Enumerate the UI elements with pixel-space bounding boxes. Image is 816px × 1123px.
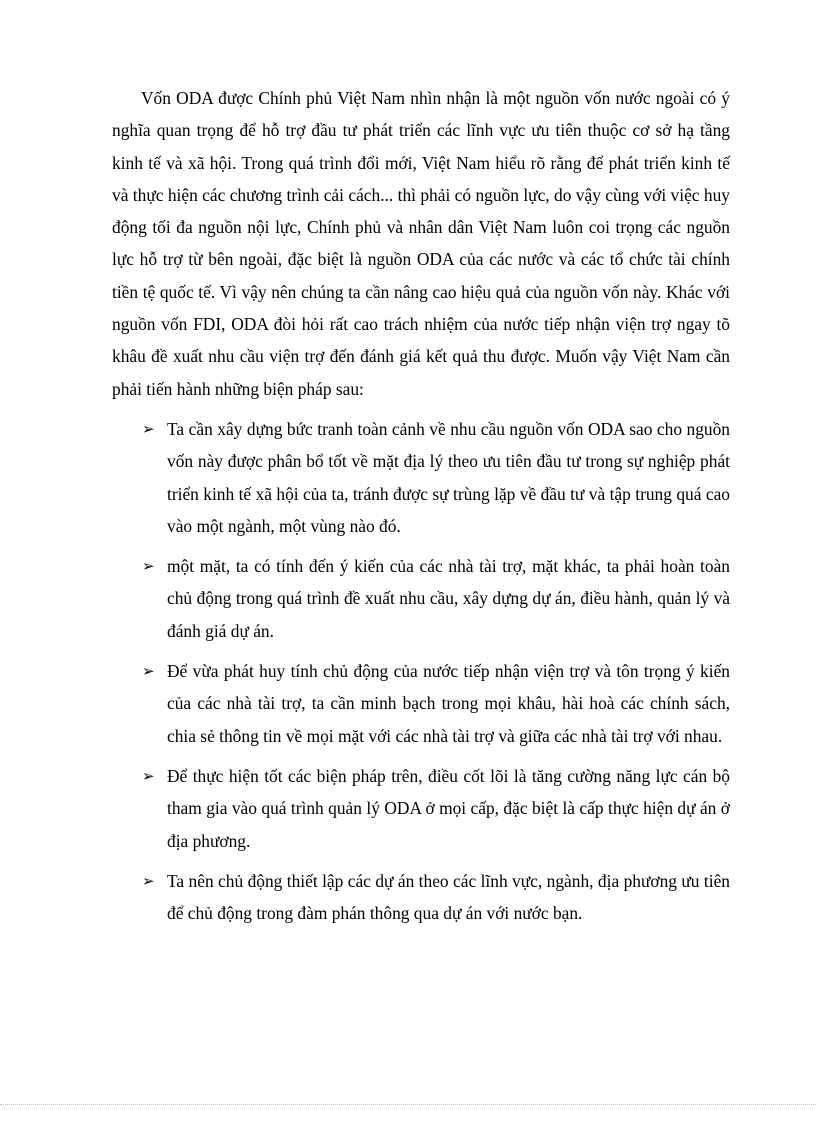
list-item-text: Ta cần xây dựng bức tranh toàn cảnh về nhu cầu nguồn vốn ODA sao cho nguồn vốn này được phân bổ tốt về mặt địa lý theo ưu tiên đầu tư trong sự nghiệp phát triển kinh tế xã hội của ta, tránh được sự trùng lặp về đầu tư và tập trung quá cao vào một ngành, một vùng nào đó.: [167, 418, 730, 536]
list-item: [112, 413, 730, 542]
list-item: [112, 760, 730, 857]
arrow-bullet-icon: ➢: [142, 871, 155, 890]
arrow-bullet-icon: ➢: [142, 766, 155, 785]
list-item: [112, 550, 730, 647]
intro-paragraph: Vốn ODA được Chính phủ Việt Nam nhìn nhận là một nguồn vốn nước ngoài có ý nghĩa quan trọng để hỗ trợ đầu tư phát triển các lĩnh vực ưu tiên thuộc cơ sở hạ tầng kinh tế và xã hội. Trong quá trình đổi mới, Việt Nam hiểu rõ rằng để phát triển kinh tế và thực hiện các chương trình cải cách... thì phải có nguồn lực, do vậy cùng với việc huy động tối đa nguồn nội lực, Chính phủ và nhân dân Việt Nam luôn coi trọng các nguồn lực hỗ trợ từ bên ngoài, đặc biệt là nguồn ODA của các nước và các tổ chức tài chính tiền tệ quốc tế. Vì vậy nên chúng ta cần nâng cao hiệu quả của nguồn vốn này. Khác với nguồn vốn FDI, ODA đòi hỏi rất cao trách nhiệm của nước tiếp nhận viện trợ ngay tõ khâu đề xuất nhu cầu viện trợ đến đánh giá kết quả thu được. Muốn vậy Việt Nam cần phải tiến hành những biện pháp sau:: [112, 88, 730, 399]
list-item-text: Ta nên chủ động thiết lập các dự án theo các lĩnh vực, ngành, địa phương ưu tiên để chủ động trong đàm phán thông qua dự án với nước bạn.: [167, 870, 730, 924]
page-footer-rule: [0, 1104, 816, 1105]
arrow-bullet-icon: ➢: [142, 557, 155, 576]
list-item-text: Để thực hiện tốt các biện pháp trên, điều cốt lõi là tăng cường năng lực cán bộ tham gia vào quá trình quản lý ODA ở mọi cấp, đặc biệt là cấp thực hiện dự án ở địa phương.: [167, 765, 730, 851]
list-item: [112, 655, 730, 752]
arrow-bullet-icon: ➢: [142, 662, 155, 681]
list-item: [112, 865, 730, 930]
document-body: [112, 82, 730, 929]
measures-list: [112, 413, 730, 929]
list-item-text: Để vừa phát huy tính chủ động của nước tiếp nhận viện trợ và tôn trọng ý kiến của các nhà tài trợ, ta cần minh bạch trong mọi khâu, hài hoà các chính sách, chia sẻ thông tin về mọi mặt với các nhà tài trợ và giữa các nhà tài trợ với nhau.: [167, 661, 730, 746]
arrow-bullet-icon: ➢: [142, 419, 155, 438]
list-item-text: một mặt, ta có tính đến ý kiến của các nhà tài trợ, mặt khác, ta phải hoàn toàn chủ động trong quá trình đề xuất nhu cầu, xây dựng dự án, điều hành, quản lý và đánh giá dự án.: [167, 556, 730, 641]
